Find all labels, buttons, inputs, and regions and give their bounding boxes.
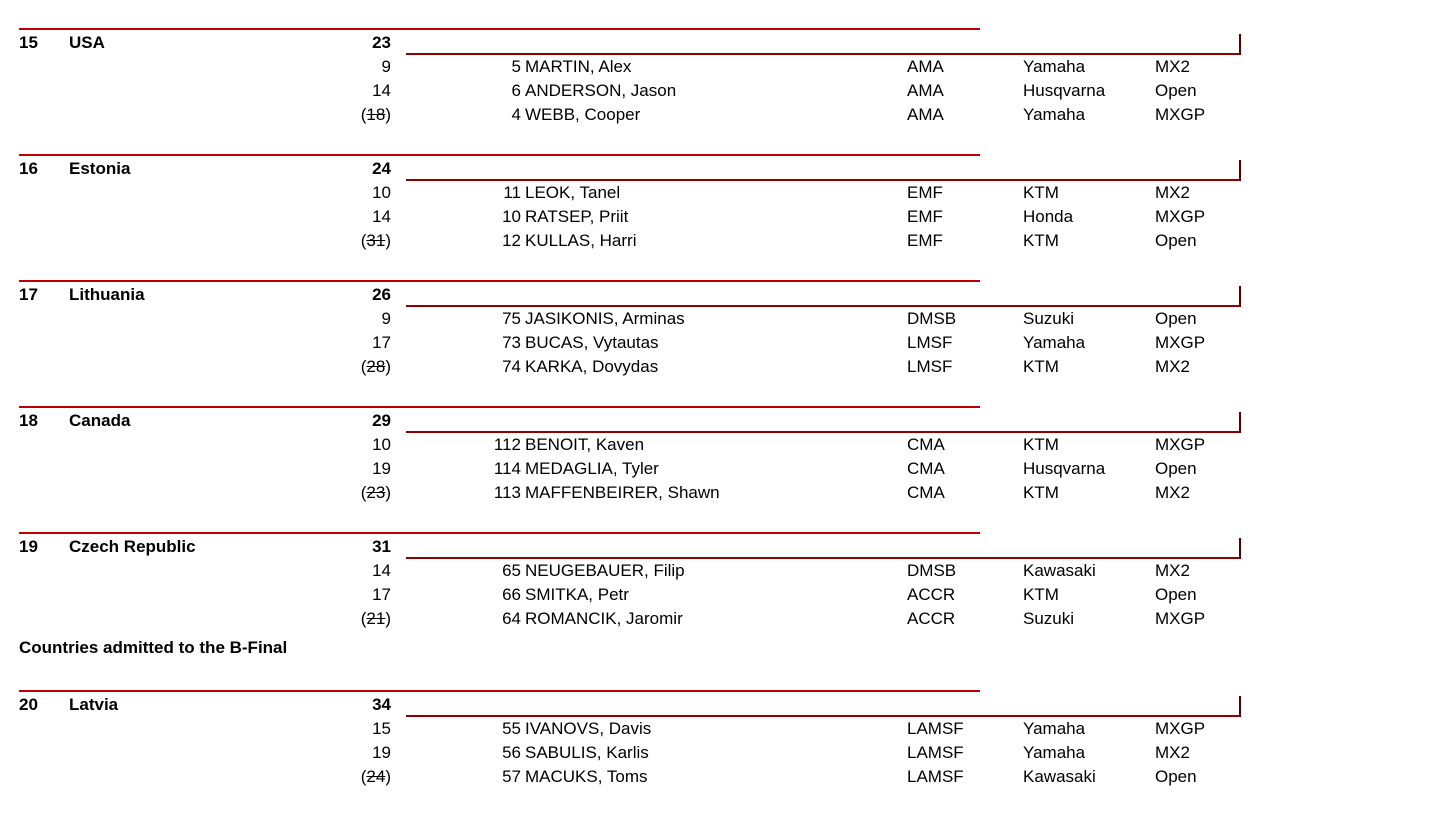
rider-class: MXGP bbox=[1155, 333, 1206, 352]
rider-row bbox=[0, 483, 1448, 503]
rider-row bbox=[0, 767, 1448, 787]
rider-name: MARTIN, Alex bbox=[525, 57, 632, 76]
divider-riders bbox=[406, 715, 1241, 717]
rider-score: 15 bbox=[372, 719, 391, 738]
discarded-score: 24 bbox=[366, 767, 386, 786]
discarded-score: 23 bbox=[366, 483, 386, 502]
rider-class: MX2 bbox=[1155, 57, 1190, 76]
rider-name: BUCAS, Vytautas bbox=[525, 333, 659, 352]
divider-tick bbox=[1239, 412, 1241, 433]
rider-name: SMITKA, Petr bbox=[525, 585, 629, 604]
rider-score: (18) bbox=[360, 105, 391, 124]
rider-class: Open bbox=[1155, 309, 1197, 328]
country-total: 26 bbox=[372, 285, 391, 304]
country-rank: 17 bbox=[19, 285, 38, 304]
divider-top bbox=[19, 154, 980, 156]
divider-tick bbox=[1239, 538, 1241, 559]
rider-name: MEDAGLIA, Tyler bbox=[525, 459, 659, 478]
rider-brand: Yamaha bbox=[1023, 743, 1086, 762]
rider-brand: KTM bbox=[1023, 585, 1059, 604]
rider-number: 57 bbox=[502, 767, 521, 786]
rider-class: Open bbox=[1155, 585, 1197, 604]
divider-tick bbox=[1239, 696, 1241, 717]
rider-name: MAFFENBEIRER, Shawn bbox=[525, 483, 720, 502]
rider-brand: Suzuki bbox=[1023, 309, 1075, 328]
divider-top bbox=[19, 280, 980, 282]
divider-riders bbox=[406, 305, 1241, 307]
divider-top bbox=[19, 532, 980, 534]
divider-riders bbox=[406, 53, 1241, 55]
rider-brand: Yamaha bbox=[1023, 105, 1086, 124]
rider-brand: Kawasaki bbox=[1023, 767, 1096, 786]
rider-class: MXGP bbox=[1155, 609, 1206, 628]
country-name: Estonia bbox=[69, 159, 131, 178]
rider-number: 113 bbox=[493, 483, 521, 502]
country-group bbox=[0, 154, 1448, 280]
rider-number: 112 bbox=[493, 435, 521, 454]
rider-number: 12 bbox=[502, 231, 521, 250]
rider-row bbox=[0, 183, 1448, 203]
rider-row bbox=[0, 207, 1448, 227]
divider-top bbox=[19, 690, 980, 692]
rider-row bbox=[0, 231, 1448, 251]
rider-score: 14 bbox=[372, 81, 391, 100]
rider-row bbox=[0, 333, 1448, 353]
country-group bbox=[0, 690, 1448, 816]
rider-federation: EMF bbox=[907, 207, 943, 226]
rider-name: RATSEP, Priit bbox=[525, 207, 629, 226]
rider-score: (24) bbox=[360, 767, 391, 786]
rider-score: 17 bbox=[372, 333, 391, 352]
rider-federation: EMF bbox=[907, 231, 943, 250]
rider-number: 6 bbox=[511, 81, 521, 100]
rider-brand: KTM bbox=[1023, 483, 1059, 502]
rider-federation: CMA bbox=[907, 483, 945, 502]
rider-class: MXGP bbox=[1155, 207, 1206, 226]
country-total: 31 bbox=[372, 537, 391, 556]
rider-score: 14 bbox=[372, 561, 391, 580]
rider-score: 14 bbox=[372, 207, 391, 226]
country-name: Czech Republic bbox=[69, 537, 196, 556]
rider-row bbox=[0, 585, 1448, 605]
rider-number: 74 bbox=[502, 357, 521, 376]
rider-brand: Yamaha bbox=[1023, 719, 1086, 738]
rider-federation: DMSB bbox=[907, 561, 957, 580]
rider-number: 75 bbox=[502, 309, 521, 328]
rider-brand: Yamaha bbox=[1023, 333, 1086, 352]
rider-score: (31) bbox=[360, 231, 391, 250]
country-rank: 15 bbox=[19, 33, 38, 52]
discarded-score: 31 bbox=[366, 231, 386, 250]
rider-federation: EMF bbox=[907, 183, 943, 202]
rider-row bbox=[0, 57, 1448, 77]
rider-number: 4 bbox=[511, 105, 521, 124]
rider-number: 114 bbox=[493, 459, 521, 478]
rider-class: MXGP bbox=[1155, 435, 1206, 454]
rider-brand: Kawasaki bbox=[1023, 561, 1096, 580]
country-total: 24 bbox=[372, 159, 391, 178]
rider-class: MX2 bbox=[1155, 561, 1190, 580]
rider-federation: CMA bbox=[907, 435, 945, 454]
country-name: Lithuania bbox=[69, 285, 145, 304]
rider-number: 5 bbox=[511, 57, 521, 76]
rider-name: KULLAS, Harri bbox=[525, 231, 637, 250]
rider-name: ROMANCIK, Jaromir bbox=[525, 609, 683, 628]
rider-score: (23) bbox=[360, 483, 391, 502]
country-group bbox=[0, 280, 1448, 406]
divider-top bbox=[19, 28, 980, 30]
rider-score: 10 bbox=[372, 183, 391, 202]
rider-class: Open bbox=[1155, 767, 1197, 786]
rider-brand: KTM bbox=[1023, 357, 1059, 376]
country-group bbox=[0, 28, 1448, 154]
rider-federation: ACCR bbox=[907, 585, 956, 604]
country-rank: 16 bbox=[19, 159, 38, 178]
rider-number: 66 bbox=[502, 585, 521, 604]
rider-score: (28) bbox=[360, 357, 391, 376]
divider-tick bbox=[1239, 34, 1241, 55]
rider-class: MX2 bbox=[1155, 357, 1190, 376]
rider-score: 19 bbox=[372, 743, 391, 762]
rider-name: MACUKS, Toms bbox=[525, 767, 648, 786]
rider-row bbox=[0, 81, 1448, 101]
rider-federation: LAMSF bbox=[907, 743, 964, 762]
rider-brand: Yamaha bbox=[1023, 57, 1086, 76]
country-name: USA bbox=[69, 33, 105, 52]
rider-row bbox=[0, 309, 1448, 329]
rider-name: SABULIS, Karlis bbox=[525, 743, 649, 762]
country-name: Canada bbox=[69, 411, 131, 430]
rider-brand: Husqvarna bbox=[1023, 81, 1106, 100]
rider-score: 17 bbox=[372, 585, 391, 604]
rider-brand: Suzuki bbox=[1023, 609, 1075, 628]
country-rank: 20 bbox=[19, 695, 38, 714]
rider-federation: LMSF bbox=[907, 333, 953, 352]
rider-federation: AMA bbox=[907, 81, 944, 100]
country-rank: 19 bbox=[19, 537, 38, 556]
divider-top bbox=[19, 406, 980, 408]
rider-row bbox=[0, 609, 1448, 629]
divider-riders bbox=[406, 431, 1241, 433]
rider-number: 11 bbox=[503, 183, 521, 202]
rider-score: 9 bbox=[381, 57, 391, 76]
discarded-score: 21 bbox=[366, 609, 386, 628]
rider-row bbox=[0, 459, 1448, 479]
rider-class: MX2 bbox=[1155, 483, 1190, 502]
rider-row bbox=[0, 561, 1448, 581]
rider-row bbox=[0, 435, 1448, 455]
rider-name: BENOIT, Kaven bbox=[525, 435, 645, 454]
divider-riders bbox=[406, 557, 1241, 559]
country-total: 34 bbox=[372, 695, 391, 714]
rider-score: (21) bbox=[360, 609, 391, 628]
country-total: 29 bbox=[372, 411, 391, 430]
rider-number: 73 bbox=[502, 333, 521, 352]
divider-tick bbox=[1239, 160, 1241, 181]
rider-row bbox=[0, 719, 1448, 739]
rider-name: IVANOVS, Davis bbox=[525, 719, 652, 738]
country-rank: 18 bbox=[19, 411, 38, 430]
rider-federation: DMSB bbox=[907, 309, 957, 328]
rider-number: 56 bbox=[502, 743, 521, 762]
country-group bbox=[0, 406, 1448, 532]
discarded-score: 18 bbox=[366, 105, 386, 124]
country-name: Latvia bbox=[69, 695, 119, 714]
rider-class: MX2 bbox=[1155, 743, 1190, 762]
country-total: 23 bbox=[372, 33, 391, 52]
rider-row bbox=[0, 105, 1448, 125]
section-heading-b-final: Countries admitted to the B-Final bbox=[19, 638, 288, 657]
rider-class: Open bbox=[1155, 81, 1197, 100]
rider-name: NEUGEBAUER, Filip bbox=[525, 561, 685, 580]
rider-score: 9 bbox=[381, 309, 391, 328]
rider-number: 64 bbox=[502, 609, 521, 628]
divider-riders bbox=[406, 179, 1241, 181]
rider-name: LEOK, Tanel bbox=[525, 183, 621, 202]
rider-class: MXGP bbox=[1155, 719, 1206, 738]
rider-number: 10 bbox=[502, 207, 521, 226]
rider-class: MX2 bbox=[1155, 183, 1190, 202]
rider-class: MXGP bbox=[1155, 105, 1206, 124]
rider-federation: LMSF bbox=[907, 357, 953, 376]
rider-name: WEBB, Cooper bbox=[525, 105, 641, 124]
rider-brand: Husqvarna bbox=[1023, 459, 1106, 478]
rider-federation: AMA bbox=[907, 57, 944, 76]
discarded-score: 28 bbox=[366, 357, 386, 376]
rider-score: 10 bbox=[372, 435, 391, 454]
rider-federation: LAMSF bbox=[907, 767, 964, 786]
rider-name: JASIKONIS, Arminas bbox=[525, 309, 685, 328]
rider-federation: CMA bbox=[907, 459, 945, 478]
rider-federation: AMA bbox=[907, 105, 944, 124]
rider-brand: KTM bbox=[1023, 435, 1059, 454]
rider-name: KARKA, Dovydas bbox=[525, 357, 659, 376]
rider-class: Open bbox=[1155, 231, 1197, 250]
rider-federation: ACCR bbox=[907, 609, 956, 628]
rider-number: 55 bbox=[502, 719, 521, 738]
rider-brand: KTM bbox=[1023, 231, 1059, 250]
rider-federation: LAMSF bbox=[907, 719, 964, 738]
rider-row bbox=[0, 357, 1448, 377]
rider-name: ANDERSON, Jason bbox=[525, 81, 677, 100]
rider-number: 65 bbox=[502, 561, 521, 580]
divider-tick bbox=[1239, 286, 1241, 307]
rider-class: Open bbox=[1155, 459, 1197, 478]
rider-row bbox=[0, 743, 1448, 763]
rider-score: 19 bbox=[372, 459, 391, 478]
rider-brand: KTM bbox=[1023, 183, 1059, 202]
rider-brand: Honda bbox=[1023, 207, 1074, 226]
